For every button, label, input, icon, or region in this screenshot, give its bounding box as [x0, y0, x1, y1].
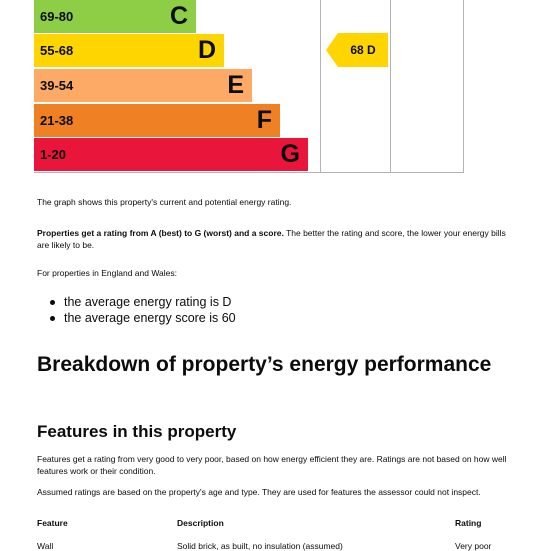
chart-bottom-line	[34, 172, 464, 173]
band-letter: C	[169, 2, 188, 30]
table-header-description: Description	[177, 518, 224, 528]
current-rating-arrow	[326, 33, 388, 67]
table-cell-description: Solid brick, as built, no insulation (assumed)	[177, 541, 343, 551]
table-header-rating: Rating	[455, 518, 482, 528]
breakdown-heading: Breakdown of property’s energy performance	[37, 353, 492, 376]
average-list	[50, 294, 236, 326]
energy-rating-chart	[34, 0, 464, 173]
rating-band-g	[34, 138, 308, 171]
band-range: 39-54	[40, 78, 74, 93]
rating-explanation	[37, 228, 507, 251]
features-heading: Features in this property	[37, 422, 237, 441]
band-range: 21-38	[40, 113, 74, 128]
assumed-ratings-note: Assumed ratings are based on the property's age and type. They are used for features the assessor could not inspect.	[37, 487, 481, 497]
band-letter: D	[197, 36, 216, 64]
table-cell-rating: Very poor	[455, 541, 492, 551]
chart-divider-1	[320, 0, 321, 173]
current-rating-label: 68 D	[350, 43, 376, 57]
rating-explanation-bold: Properties get a rating from A (best) to G (worst) and a score.	[37, 228, 284, 238]
chart-divider-3	[463, 0, 464, 173]
rating-band-e	[34, 69, 252, 102]
band-letter: G	[280, 140, 300, 168]
band-letter: E	[227, 71, 244, 99]
rating-band-c	[34, 0, 196, 33]
band-letter: F	[256, 106, 272, 134]
features-description: Features get a rating from very good to very poor, based on how energy efficient they are. Ratings are not based on how well features work or their condition.	[37, 454, 507, 476]
band-range: 55-68	[40, 43, 74, 58]
rating-band-d	[34, 34, 224, 67]
rating-explanation-rest: The better the rating and score, the lower your energy bills are likely to be.	[37, 228, 506, 250]
rating-band-f	[34, 104, 280, 137]
average-intro: For properties in England and Wales:	[37, 268, 178, 278]
band-range: 69-80	[40, 9, 74, 24]
table-cell-feature: Wall	[37, 541, 54, 551]
list-item: the average energy rating is D	[50, 294, 236, 310]
graph-description: The graph shows this property's current and potential energy rating.	[37, 197, 292, 207]
table-header-feature: Feature	[37, 518, 68, 528]
chart-divider-2	[390, 0, 391, 173]
list-item: the average energy score is 60	[50, 310, 236, 326]
band-range: 1-20	[40, 147, 67, 162]
